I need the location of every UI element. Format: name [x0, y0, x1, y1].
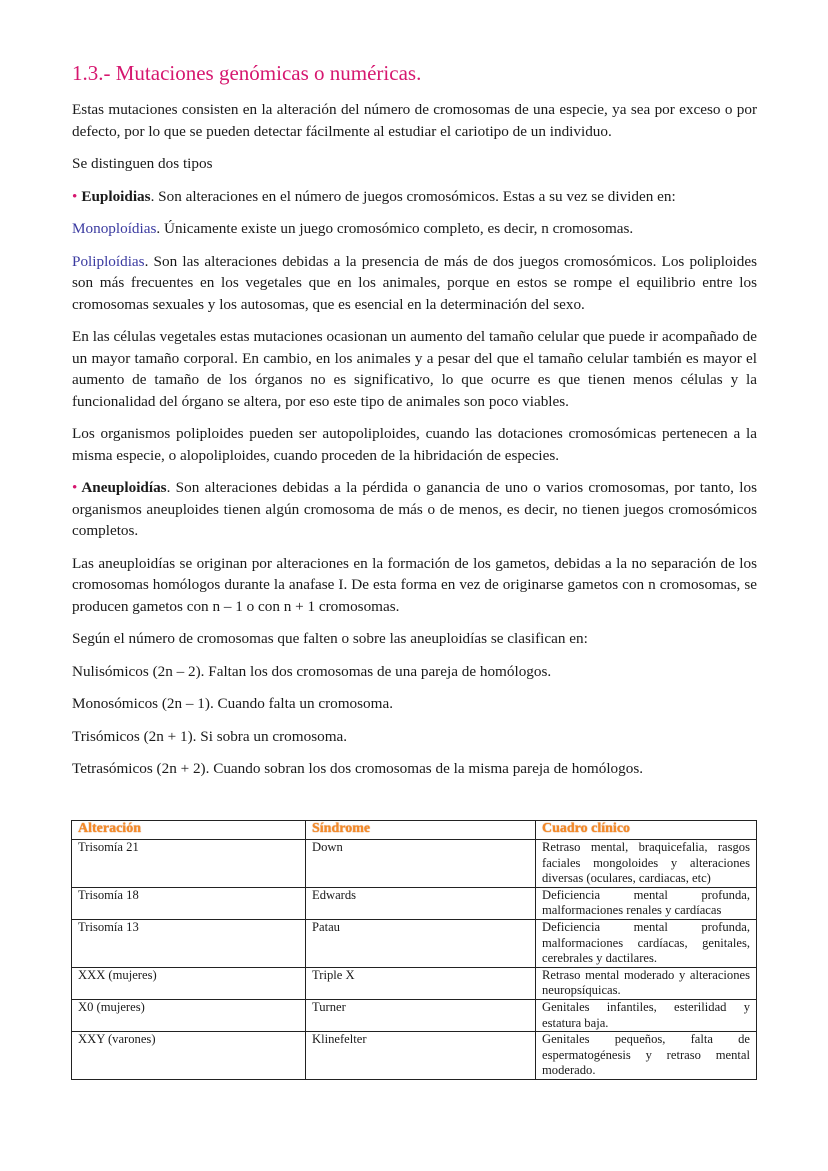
cell-sindrome: Turner [306, 999, 536, 1031]
cell-cuadro-clinico: Deficiencia mental profunda, malformaciones renales y cardíacas [536, 887, 757, 919]
aneuploidias-paragraph [72, 477, 757, 542]
table-header-row [72, 821, 757, 840]
poliploidias-text: . Son las alteraciones debidas a la presencia de más de dos juegos cromosómicos. Los poliploides son más frecuentes en los vegetales que en los animales, porque en estos se rompe el equilibrio entre los cromosomas sexuales y los autosomas, que es esencial en la determinación del sexo. [72, 252, 757, 313]
origen-paragraph: Las aneuploidías se originan por alteraciones en la formación de los gametos, debidas a la no separación de los cromosomas homólogos durante la anafase I. De esta forma en vez de originarse gametos con n cromosomas, se producen gametos con n – 1 o con n + 1 cromosomas. [72, 554, 757, 615]
table-row [72, 887, 757, 919]
organismos-paragraph: Los organismos poliploides pueden ser autopoliploides, cuando las dotaciones cromosómicas pertenecen a la misma especie, o alopoliploides, cuando proceden de la hibridación de especies. [72, 425, 757, 464]
document-body [72, 60, 757, 791]
cell-alteracion: Trisomía 13 [72, 919, 306, 967]
cell-sindrome: Patau [306, 919, 536, 967]
type-nulisomicos: Nulisómicos (2n – 2). Faltan los dos cromosomas de una pareja de homólogos. [72, 662, 552, 680]
cell-cuadro-clinico: Retraso mental, braquicefalia, rasgos faciales mongoloides y alteraciones diversas (oculares, cardiacas, etc) [536, 840, 757, 888]
header-alteracion: Alteración [72, 821, 306, 840]
euploidias-term: Euploidias [81, 187, 151, 205]
type-monosomicos: Monosómicos (2n – 1). Cuando falta un cromosoma. [72, 695, 393, 713]
cell-sindrome: Edwards [306, 887, 536, 919]
poliploidias-paragraph [72, 251, 757, 316]
table-row [72, 840, 757, 888]
monoploidias-term: Monoploídias [72, 220, 157, 238]
table-row [72, 1032, 757, 1080]
cell-cuadro-clinico: Genitales pequeños, falta de espermatogénesis y retraso mental moderado. [536, 1032, 757, 1080]
cell-sindrome: Klinefelter [306, 1032, 536, 1080]
table-row [72, 919, 757, 967]
cell-alteracion: Trisomía 18 [72, 887, 306, 919]
cell-alteracion: Trisomía 21 [72, 840, 306, 888]
table-row [72, 999, 757, 1031]
monoploidias-text: . Únicamente existe un juego cromosómico completo, es decir, n cromosomas. [156, 220, 634, 238]
intro-paragraph: Estas mutaciones consisten en la alteración del número de cromosomas de una especie, ya sea por exceso o por defecto, por lo que se pueden detectar fácilmente al estudiar el cariotipo de un individuo. [72, 101, 757, 140]
poliploidias-term: Poliploídias [72, 252, 145, 270]
euploidias-text: . Son alteraciones en el número de juegos cromosómicos. Estas a su vez se dividen en: [150, 187, 676, 205]
distinguish-paragraph: Se distinguen dos tipos [72, 155, 213, 173]
aneuploidias-term: Aneuploidías [81, 479, 167, 497]
cell-sindrome: Down [306, 840, 536, 888]
section-title: 1.3.- Mutaciones genómicas o numéricas. [72, 61, 422, 85]
bullet-icon: • [72, 479, 78, 497]
type-trisomicos: Trisómicos (2n + 1). Si sobra un cromosoma. [72, 727, 348, 745]
header-cuadro-clinico: Cuadro clínico [536, 821, 757, 840]
header-sindrome: Síndrome [306, 821, 536, 840]
cell-alteracion: XXY (varones) [72, 1032, 306, 1080]
table-row [72, 967, 757, 999]
cell-alteracion: X0 (mujeres) [72, 999, 306, 1031]
cell-cuadro-clinico: Deficiencia mental profunda, malformaciones cardíacas, genitales, cerebrales y dactilares. [536, 919, 757, 967]
cell-alteracion: XXX (mujeres) [72, 967, 306, 999]
cell-sindrome: Triple X [306, 967, 536, 999]
type-tetrasomicos: Tetrasómicos (2n + 2). Cuando sobran los dos cromosomas de la misma pareja de homólogos. [72, 760, 644, 778]
segun-paragraph: Según el número de cromosomas que falten o sobre las aneuploidías se clasifican en: [72, 630, 588, 648]
cell-cuadro-clinico: Retraso mental moderado y alteraciones neuropsíquicas. [536, 967, 757, 999]
cell-cuadro-clinico: Genitales infantiles, esterilidad y estatura baja. [536, 999, 757, 1031]
euploidias-paragraph [72, 186, 757, 208]
bullet-icon: • [72, 187, 78, 205]
monoploidias-paragraph [72, 218, 757, 240]
vegetales-paragraph: En las células vegetales estas mutaciones ocasionan un aumento del tamaño celular que puede ir acompañado de un mayor tamaño corporal. En cambio, en los animales y a pesar del que el tamaño celular también es mayor el aumento de tamaño de los órganos no es significativo, lo que ocurre es que tienen menos células y la funcionalidad del órgano se altera, por eso este tipo de animales son poco viables. [72, 328, 757, 410]
aneuploidias-text: . Son alteraciones debidas a la pérdida o ganancia de uno o varios cromosomas, por tanto, los organismos aneuploides tienen algún cromosoma de más o de menos, es decir, no tienen juegos cromosómicos completos. [72, 479, 757, 540]
syndromes-table [71, 820, 757, 1080]
